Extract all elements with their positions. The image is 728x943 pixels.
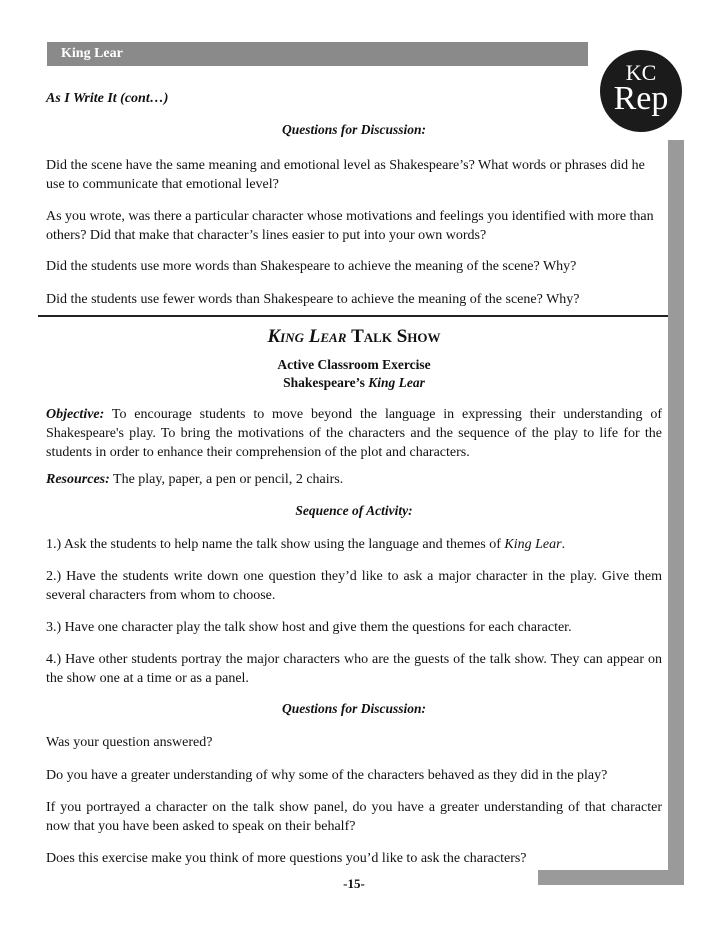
- step-item: [46, 535, 662, 554]
- step-item: 4.) Have other students portray the major characters who are the guests of the talk show. They can appear on the show one at a time or as a panel.: [46, 652, 662, 686]
- play-subtitle-italic: King Lear: [368, 375, 425, 390]
- question-item: Does this exercise make you think of more questions you’d like to ask the characters?: [46, 851, 527, 866]
- logo-kc: KC: [625, 60, 657, 85]
- play-subtitle: [46, 375, 662, 391]
- header-bar: [47, 42, 588, 66]
- question-paragraph: As you wrote, was there a particular character whose motivations and feelings you identified with more than others? Did that make that character’s lines easier to put into your own words?: [46, 209, 654, 243]
- kc-rep-logo: [600, 50, 682, 132]
- question-paragraph: Did the scene have the same meaning and emotional level as Shakespeare’s? What words or phrases did he use to communicate that emotional level?: [46, 158, 645, 192]
- talk-show-title-rest: Talk Show: [351, 326, 441, 347]
- question-paragraph: Did the students use fewer words than Shakespeare to achieve the meaning of the scene? Why?: [46, 292, 580, 307]
- talk-show-title-italic: King Lear: [267, 326, 347, 347]
- resources-paragraph: [46, 470, 662, 489]
- objective-text: To encourage students to move beyond the language in expressing their understanding of Shakespeare's play. To bring the motivations of the characters and the sequence of the play to life for the students in order to enhance their comprehension of the plot and characters.: [46, 407, 662, 460]
- step1-italic: King Lear: [504, 537, 562, 552]
- talk-show-title: [46, 326, 662, 348]
- decorative-side-bar: [668, 140, 684, 885]
- page-number: -15-: [343, 876, 365, 891]
- question-item: Do you have a greater understanding of why some of the characters behaved as they did in the play?: [46, 768, 608, 783]
- section-divider: [38, 315, 668, 317]
- step-item: 3.) Have one character play the talk show host and give them the questions for each character.: [46, 620, 572, 635]
- section-title: As I Write It (cont…): [46, 91, 169, 106]
- logo-rep: Rep: [613, 80, 669, 117]
- question-item: Was your question answered?: [46, 735, 213, 750]
- discussion-heading: Questions for Discussion:: [281, 122, 427, 137]
- step-item: 2.) Have the students write down one question they’d like to ask a major character in the play. Give them several characters from whom to choose.: [46, 569, 662, 603]
- resources-text: The play, paper, a pen or pencil, 2 chairs.: [113, 472, 344, 487]
- play-subtitle-prefix: Shakespeare’s: [283, 375, 365, 390]
- step1-end: .: [561, 537, 566, 552]
- question-item: If you portrayed a character on the talk show panel, do you have a greater understanding of that character now that you have been asked to speak on their behalf?: [46, 800, 662, 834]
- objective-label: Objective:: [46, 407, 105, 422]
- objective-paragraph: [46, 405, 662, 462]
- resources-label: Resources:: [46, 472, 110, 487]
- header-title: King Lear: [61, 46, 123, 61]
- exercise-subtitle: Active Classroom Exercise: [277, 357, 431, 372]
- sequence-heading: Sequence of Activity:: [295, 503, 413, 518]
- question-paragraph: Did the students use more words than Shakespeare to achieve the meaning of the scene? Why?: [46, 259, 577, 274]
- step1-text: 1.) Ask the students to help name the talk show using the language and themes of: [46, 537, 501, 552]
- discussion-heading-2: Questions for Discussion:: [281, 701, 427, 716]
